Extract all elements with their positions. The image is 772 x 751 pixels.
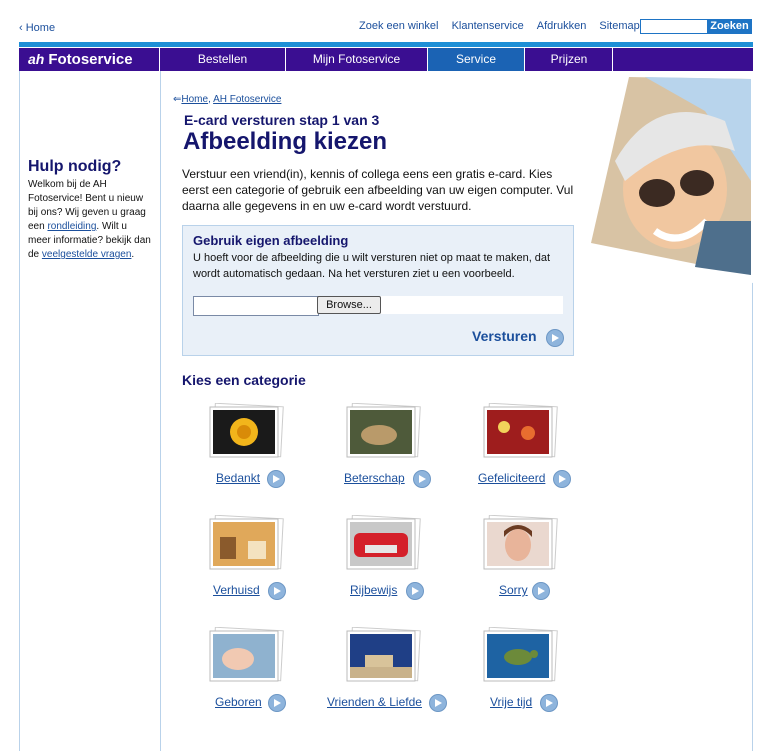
category-vrienden-liefde[interactable]: Vrienden & Liefde	[327, 695, 422, 709]
logo-text: Fotoservice	[48, 51, 133, 68]
home-link[interactable]: ‹ Home	[19, 22, 56, 34]
site-logo[interactable]	[19, 48, 159, 71]
category-heading: Kies een categorie	[182, 372, 306, 388]
top-link-afdrukken[interactable]: Afdrukken	[536, 20, 587, 32]
hero-photo	[585, 71, 753, 283]
couple-photo-icon[interactable]	[345, 627, 421, 682]
category-sorry[interactable]: Sorry	[499, 583, 528, 597]
nav-tab-service[interactable]: Service	[427, 48, 524, 71]
category-bedankt[interactable]: Bedankt	[216, 471, 261, 485]
breadcrumb-ah-fotoservice[interactable]: AH Fotoservice	[213, 94, 282, 105]
red-car-photo-icon[interactable]	[345, 515, 421, 570]
breadcrumb-separator: ,	[208, 94, 214, 105]
nav-tab-bestellen[interactable]: Bestellen	[159, 48, 285, 71]
browse-button[interactable]: Browse...	[317, 296, 381, 314]
category-beterschap[interactable]: Beterschap	[344, 471, 405, 485]
sleeping-cat-photo-icon[interactable]	[345, 403, 421, 458]
breadcrumb-home[interactable]: Home	[181, 94, 209, 105]
send-button[interactable]: Versturen	[472, 328, 537, 344]
moving-room-photo-icon[interactable]	[208, 515, 284, 570]
woman-oops-photo-icon[interactable]	[482, 515, 558, 570]
baby-feet-photo-icon[interactable]	[208, 627, 284, 682]
category-bedankt-arrow-icon[interactable]	[267, 470, 285, 488]
category-verhuisd[interactable]: Verhuisd	[213, 583, 260, 597]
upload-title: Gebruik eigen afbeelding	[193, 233, 349, 248]
faq-link[interactable]: veelgestelde vragen	[41, 249, 132, 260]
upload-text: U hoeft voor de afbeelding die u wilt versturen niet op maat te maken, dat wordt automatisch gedaan. Na het versturen ziet u een voorbeeld.	[193, 252, 551, 280]
category-rijbewijs-arrow-icon[interactable]	[406, 582, 424, 600]
category-gefeliciteerd-arrow-icon[interactable]	[553, 470, 571, 488]
category-geboren[interactable]: Geboren	[215, 695, 262, 709]
category-sorry-arrow-icon[interactable]	[532, 582, 550, 600]
top-link-klantenservice[interactable]: Klantenservice	[451, 20, 524, 32]
category-rijbewijs[interactable]: Rijbewijs	[350, 583, 398, 597]
category-vrije-tijd[interactable]: Vrije tijd	[490, 695, 533, 709]
search-button[interactable]: Zoeken	[707, 19, 752, 34]
help-title: Hulp nodig?	[28, 158, 122, 175]
step-title: E-card versturen stap 1 van 3	[184, 112, 380, 128]
intro-text: Verstuur een vriend(in), kennis of collega eens een gratis e-card. Kies eerst een categorie of gebruik een afbeelding van uw eigen computer. Vul daarna alle gegevens in en uw e-card wordt verstuurd.	[182, 167, 574, 213]
top-link-zoek-een-winkel[interactable]: Zoek een winkel	[359, 20, 439, 32]
category-vrije-tijd-arrow-icon[interactable]	[540, 694, 558, 712]
nav-tab-prijzen[interactable]: Prijzen	[524, 48, 613, 71]
help-text-1: Welkom bij de AH Fotoservice! Bent u nieuw bij ons? Wij geven u graag een	[28, 179, 146, 232]
help-text-3: .	[131, 249, 135, 260]
back-arrow-icon: ⇐	[173, 94, 182, 105]
right-border	[752, 282, 753, 751]
help-text-2: . Wilt u meer informatie? bekijk dan de	[28, 221, 151, 260]
top-links	[349, 20, 640, 32]
rose-photo-icon[interactable]	[208, 403, 284, 458]
party-photo-icon[interactable]	[482, 403, 558, 458]
search-input[interactable]	[640, 19, 708, 34]
category-geboren-arrow-icon[interactable]	[268, 694, 286, 712]
category-verhuisd-arrow-icon[interactable]	[268, 582, 286, 600]
nav-tab-mijn-fotoservice[interactable]: Mijn Fotoservice	[285, 48, 427, 71]
top-link-sitemap[interactable]: Sitemap	[599, 20, 640, 32]
header-stripe	[19, 42, 753, 47]
category-vrienden-liefde-arrow-icon[interactable]	[429, 694, 447, 712]
category-beterschap-arrow-icon[interactable]	[413, 470, 431, 488]
ah-logo-icon: ah	[28, 51, 45, 67]
help-text	[28, 178, 152, 262]
nav-divider	[612, 48, 613, 71]
file-path-input[interactable]	[193, 296, 319, 316]
sea-turtle-photo-icon[interactable]	[482, 627, 558, 682]
rondleiding-link[interactable]: rondleiding	[47, 221, 97, 232]
breadcrumb	[173, 94, 281, 105]
send-arrow-icon[interactable]	[546, 329, 564, 347]
page-title: Afbeelding kiezen	[183, 128, 388, 155]
category-gefeliciteerd[interactable]: Gefeliciteerd	[478, 471, 546, 485]
